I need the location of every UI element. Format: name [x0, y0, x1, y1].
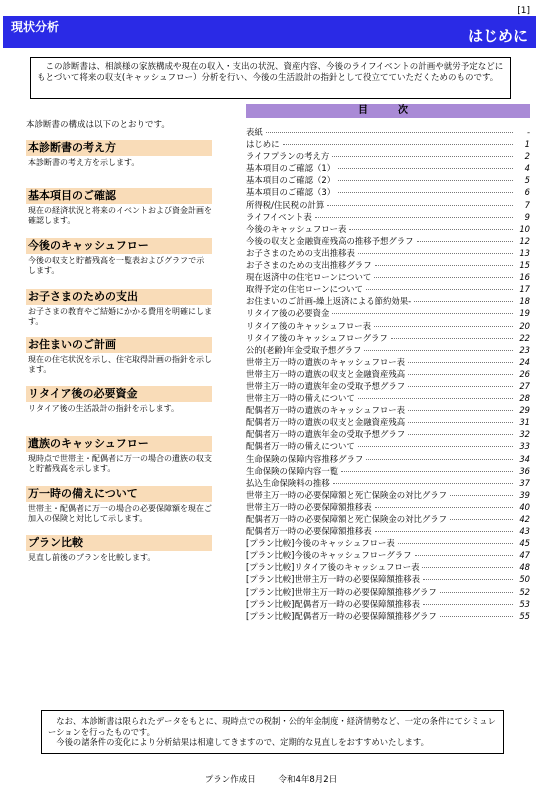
- toc-entry: [246, 404, 530, 416]
- toc-entry-title: 配偶者万一時の遺族の収支と金融資産残高: [246, 417, 406, 428]
- toc-leader-dots: [422, 567, 513, 568]
- toc-entry-page: 16: [519, 272, 530, 283]
- page-header: [3, 16, 536, 48]
- toc-leader-dots: [266, 132, 513, 133]
- toc-entry-title: 配偶者万一時の遺族のキャッシュフロー表: [246, 405, 405, 416]
- toc-entry: [246, 271, 530, 283]
- toc-entry-title: 配偶者万一時の必要保障額と死亡保険金の対比グラフ: [246, 514, 447, 524]
- toc-entry-page: 22: [519, 332, 530, 343]
- toc-entry-page: 6: [524, 187, 530, 198]
- toc-leader-dots: [375, 507, 513, 508]
- toc-entry: [246, 211, 530, 223]
- toc-entry: [246, 453, 530, 465]
- toc-header: 目 次: [246, 104, 530, 118]
- toc-entry-page: 32: [519, 429, 530, 440]
- section-title: 万一時の備えについて: [26, 486, 212, 502]
- toc-leader-dots: [398, 543, 513, 544]
- toc-entry-title: 世帯主万一時の遺族のキャッシュフロー表: [246, 356, 405, 367]
- toc-entry-title: 公的(老齢)年金受取予想グラフ: [246, 344, 362, 355]
- toc-leader-dots: [375, 265, 513, 266]
- plan-date-label: プラン作成日: [204, 775, 256, 785]
- toc-entry-page: 12: [519, 235, 530, 246]
- section-title: 本診断書の考え方: [26, 140, 212, 156]
- toc-entry-title: [プラン比較]世帯主万一時の必要保障額推移表: [246, 574, 421, 585]
- toc-leader-dots: [358, 253, 513, 254]
- page-number: [1]: [517, 6, 530, 16]
- section-housing: [26, 337, 212, 375]
- toc-leader-dots: [332, 313, 513, 314]
- toc-entry-page: 36: [519, 465, 530, 476]
- toc-leader-dots: [423, 579, 513, 580]
- toc-entry: [246, 356, 530, 368]
- section-title: 今後のキャッシュフロー: [26, 238, 212, 254]
- toc-entry-page: 20: [519, 320, 530, 331]
- section-children: [26, 289, 212, 327]
- toc-entry-title: 世帯主万一時の必要保障額と死亡保険金の対比グラフ: [246, 489, 447, 500]
- toc-entry-title: 世帯主万一時の遺族年金の受取予想グラフ: [246, 380, 406, 391]
- toc-entry: [246, 477, 530, 489]
- toc-entry-title: [プラン比較]リタイア後のキャッシュフロー表: [246, 562, 420, 573]
- toc-entry: [246, 247, 530, 259]
- toc-entry: [246, 416, 530, 428]
- toc-entry-title: 配偶者万一時の備えについて: [246, 441, 355, 452]
- toc-entry: [246, 235, 530, 247]
- toc-entry-page: 28: [519, 393, 530, 404]
- toc-entry: [246, 295, 530, 307]
- disclaimer-box: [41, 710, 504, 754]
- toc-entry-page: 48: [519, 562, 530, 573]
- section-desc: 現在の経済状況と将来のイベントおよび資金計画を確認します。: [28, 206, 212, 225]
- section-desc: 現在の住宅状況を示し、住宅取得計画の指針を示します。: [28, 355, 212, 374]
- toc-entry: [246, 525, 530, 537]
- toc-list: [246, 126, 530, 622]
- toc-leader-dots: [338, 168, 513, 169]
- toc-entry: [246, 259, 530, 271]
- section-desc: 本診断書の考え方を示します。: [28, 158, 140, 167]
- toc-leader-dots: [408, 374, 513, 375]
- toc-entry: [246, 174, 530, 186]
- toc-entry-title: お子さまのための支出推移表: [246, 247, 355, 258]
- toc-leader-dots: [366, 289, 513, 290]
- toc-entry-title: [プラン比較]配偶者万一時の必要保障額推移グラフ: [246, 610, 437, 621]
- toc-entry: [246, 162, 530, 174]
- toc-leader-dots: [408, 434, 513, 435]
- toc-leader-dots: [391, 338, 513, 339]
- toc-entry-title: [プラン比較]今後のキャッシュフローグラフ: [246, 550, 412, 561]
- toc-leader-dots: [440, 592, 513, 593]
- toc-entry-title: 配偶者万一時の必要保障額推移表: [246, 526, 372, 537]
- toc-entry-title: 今後の収支と金融資産残高の推移予想グラフ: [246, 235, 414, 246]
- toc-entry-page: 29: [519, 405, 530, 416]
- toc-entry-title: 配偶者万一時の遺族年金の受取予想グラフ: [246, 429, 406, 440]
- toc-leader-dots: [450, 519, 513, 520]
- header-left-title: 現状分析: [11, 20, 60, 34]
- toc-entry: [246, 561, 530, 573]
- toc-entry: [246, 138, 530, 150]
- toc-entry-title: 現在返済中の住宅ローンについて: [246, 272, 372, 283]
- toc-entry: [246, 513, 530, 525]
- toc-entry: [246, 199, 530, 211]
- section-desc: 見直し前後のプランを比較します。: [28, 553, 156, 562]
- toc-entry-title: はじめに: [246, 139, 280, 150]
- toc-leader-dots: [349, 229, 513, 230]
- section-emergency: [26, 486, 212, 524]
- toc-entry-title: 表紙: [246, 127, 263, 137]
- toc-entry-page: 40: [519, 501, 530, 512]
- toc-entry-title: 世帯主万一時の必要保障額推移表: [246, 501, 372, 512]
- toc-entry-page: 42: [519, 514, 530, 524]
- toc-entry-page: 39: [519, 489, 530, 500]
- toc-leader-dots: [440, 616, 513, 617]
- toc-entry-title: 所得税/住民税の計算: [246, 199, 325, 210]
- toc-leader-dots: [366, 459, 513, 460]
- toc-entry-title: 基本項目のご確認（3）: [246, 187, 336, 198]
- toc-leader-dots: [415, 555, 514, 556]
- toc-entry-page: 9: [524, 211, 530, 222]
- toc-entry-title: ライフプランの考え方: [246, 151, 330, 162]
- toc-leader-dots: [408, 422, 513, 423]
- toc-entry-title: 払込生命保険料の推移: [246, 477, 330, 488]
- toc-entry-title: 生命保険の保障内容推移グラフ: [246, 453, 364, 464]
- toc-entry: [246, 392, 530, 404]
- toc-leader-dots: [358, 446, 513, 447]
- section-retirement: [26, 386, 212, 414]
- toc-entry: [246, 428, 530, 440]
- toc-entry-title: [プラン比較]配偶者万一時の必要保障額推移表: [246, 598, 421, 609]
- toc-entry: [246, 501, 530, 513]
- toc-entry-page: 10: [519, 223, 530, 234]
- toc-entry: [246, 332, 530, 344]
- toc-entry-title: リタイア後のキャッシュフロー表: [246, 320, 372, 331]
- toc-entry-title: [プラン比較]今後のキャッシュフロー表: [246, 538, 395, 549]
- section-desc: お子さまの教育やご結婚にかかる費用を明確にします。: [28, 307, 212, 326]
- toc-leader-dots: [408, 362, 513, 363]
- toc-entry-page: 15: [519, 260, 530, 271]
- toc-leader-dots: [358, 398, 513, 399]
- section-bereaved: [26, 436, 212, 474]
- toc-entry-title: 今後のキャッシュフロー表: [246, 223, 347, 234]
- section-basic-items: [26, 188, 212, 226]
- toc-entry: [246, 186, 530, 198]
- toc-leader-dots: [408, 410, 513, 411]
- toc-entry-page: 33: [519, 441, 530, 452]
- toc-leader-dots: [333, 483, 513, 484]
- toc-entry: [246, 573, 530, 585]
- section-desc: リタイア後の生活設計の指針を示します。: [28, 404, 179, 413]
- toc-entry-page: 37: [519, 477, 530, 488]
- toc-entry: [246, 368, 530, 380]
- toc-entry: [246, 344, 530, 356]
- toc-entry-title: [プラン比較]世帯主万一時の必要保障額推移グラフ: [246, 586, 437, 597]
- table-of-contents: [246, 104, 530, 622]
- toc-entry: [246, 126, 530, 138]
- toc-leader-dots: [338, 192, 513, 193]
- toc-entry-page: 24: [519, 356, 530, 367]
- toc-entry-page: 27: [519, 380, 530, 391]
- section-concept: [26, 140, 212, 168]
- toc-entry-page: 19: [519, 308, 530, 319]
- toc-leader-dots: [375, 531, 513, 532]
- toc-entry-page: 26: [519, 368, 530, 379]
- toc-entry: [246, 150, 530, 162]
- toc-entry-page: 4: [524, 163, 530, 174]
- toc-entry-title: 生命保険の保障内容一覧: [246, 465, 339, 476]
- toc-entry-page: 5: [524, 175, 530, 186]
- toc-entry: [246, 586, 530, 598]
- section-plan-compare: [26, 535, 212, 563]
- toc-leader-dots: [283, 144, 514, 145]
- toc-entry: [246, 610, 530, 622]
- toc-entry: [246, 598, 530, 610]
- toc-entry: [246, 380, 530, 392]
- toc-entry-title: 世帯主万一時の遺族の収支と金融資産残高: [246, 368, 406, 379]
- toc-leader-dots: [338, 180, 513, 181]
- header-right-title: はじめに: [467, 27, 528, 45]
- section-title: お子さまのための支出: [26, 289, 212, 305]
- toc-entry-title: 基本項目のご確認（1）: [246, 163, 336, 174]
- toc-entry-title: リタイア後のキャッシュフローグラフ: [246, 332, 388, 343]
- toc-entry-page: 53: [519, 598, 530, 609]
- toc-leader-dots: [332, 156, 513, 157]
- toc-entry-title: ライフイベント表: [246, 211, 312, 222]
- toc-leader-dots: [327, 205, 513, 206]
- section-title: プラン比較: [26, 535, 212, 551]
- toc-entry-page: 13: [519, 247, 530, 258]
- section-title: お住まいのご計画: [26, 337, 212, 353]
- toc-entry-title: リタイア後の必要資金: [246, 308, 330, 319]
- toc-entry-title: 基本項目のご確認（2）: [246, 175, 336, 186]
- toc-leader-dots: [408, 386, 513, 387]
- toc-entry-page: 7: [524, 199, 530, 210]
- toc-entry: [246, 549, 530, 561]
- toc-entry-page: -: [526, 127, 530, 137]
- plan-date-line: [0, 773, 542, 785]
- toc-entry-page: 23: [519, 344, 530, 355]
- toc-entry: [246, 307, 530, 319]
- disclaimer-text: なお、本診断書は限られたデータをもとに、現時点での税制・公的年金制度・経済情勢など、一定の条件にてシミュレーションを行ったものです。 今後の諸条件の変化により分析結果は相違してきますので、定期的な見直しをおすすめいたします。: [48, 716, 496, 747]
- toc-entry-page: 2: [524, 151, 530, 162]
- toc-entry-page: 34: [519, 453, 530, 464]
- toc-leader-dots: [341, 471, 513, 472]
- toc-entry-page: 17: [519, 284, 530, 295]
- toc-leader-dots: [417, 241, 514, 242]
- section-title: 基本項目のご確認: [26, 188, 212, 204]
- toc-entry-page: 50: [519, 574, 530, 585]
- section-title: 遺族のキャッシュフロー: [26, 436, 212, 452]
- section-title: リタイア後の必要資金: [26, 386, 212, 402]
- toc-entry: [246, 320, 530, 332]
- intro-box: この診断書は、相談様の家族構成や現在の収入・支出の状況、資産内容、今後のライフイベントの計画や就労予定などにもとづいて将来の収支(キャッシュフロー）分析を行い、今後の生活設計の指針として役立てていただくためのものです。: [30, 57, 511, 99]
- toc-entry-page: 18: [519, 296, 530, 307]
- toc-entry: [246, 537, 530, 549]
- toc-leader-dots: [315, 217, 513, 218]
- section-desc: 世帯主・配偶者に万一の場合の必要保障額を現在ご加入の保険と対比して示します。: [28, 504, 212, 523]
- toc-entry-title: 取得予定の住宅ローンについて: [246, 284, 363, 295]
- toc-entry-page: 52: [519, 586, 530, 597]
- section-desc: 現時点で世帯主・配偶者に万一の場合の遺族の収支と貯蓄残高を示します。: [28, 454, 212, 473]
- toc-entry: [246, 489, 530, 501]
- toc-leader-dots: [414, 301, 513, 302]
- toc-entry: [246, 440, 530, 452]
- toc-entry: [246, 465, 530, 477]
- toc-entry-page: 31: [519, 417, 530, 428]
- toc-entry-page: 43: [519, 526, 530, 537]
- toc-entry-page: 47: [519, 550, 530, 561]
- toc-leader-dots: [374, 326, 513, 327]
- toc-leader-dots: [423, 604, 513, 605]
- toc-entry-page: 1: [524, 139, 530, 150]
- toc-leader-dots: [364, 350, 513, 351]
- toc-entry-title: お住まいのご計画-繰上返済による節約効果-: [246, 296, 412, 307]
- toc-entry-page: 55: [519, 610, 530, 621]
- section-cashflow: [26, 238, 212, 276]
- toc-leader-dots: [450, 495, 513, 496]
- structure-intro: 本診断書の構成は以下のとおりです。: [26, 120, 170, 130]
- plan-date: 令和4年8月2日: [278, 775, 338, 785]
- toc-leader-dots: [374, 277, 513, 278]
- toc-entry: [246, 283, 530, 295]
- section-desc: 今後の収支と貯蓄残高を一覧表およびグラフで示します。: [28, 256, 205, 275]
- toc-entry-page: 45: [519, 538, 530, 549]
- toc-entry: [246, 223, 530, 235]
- toc-entry-title: お子さまのための支出推移グラフ: [246, 260, 372, 271]
- toc-entry-title: 世帯主万一時の備えについて: [246, 393, 355, 404]
